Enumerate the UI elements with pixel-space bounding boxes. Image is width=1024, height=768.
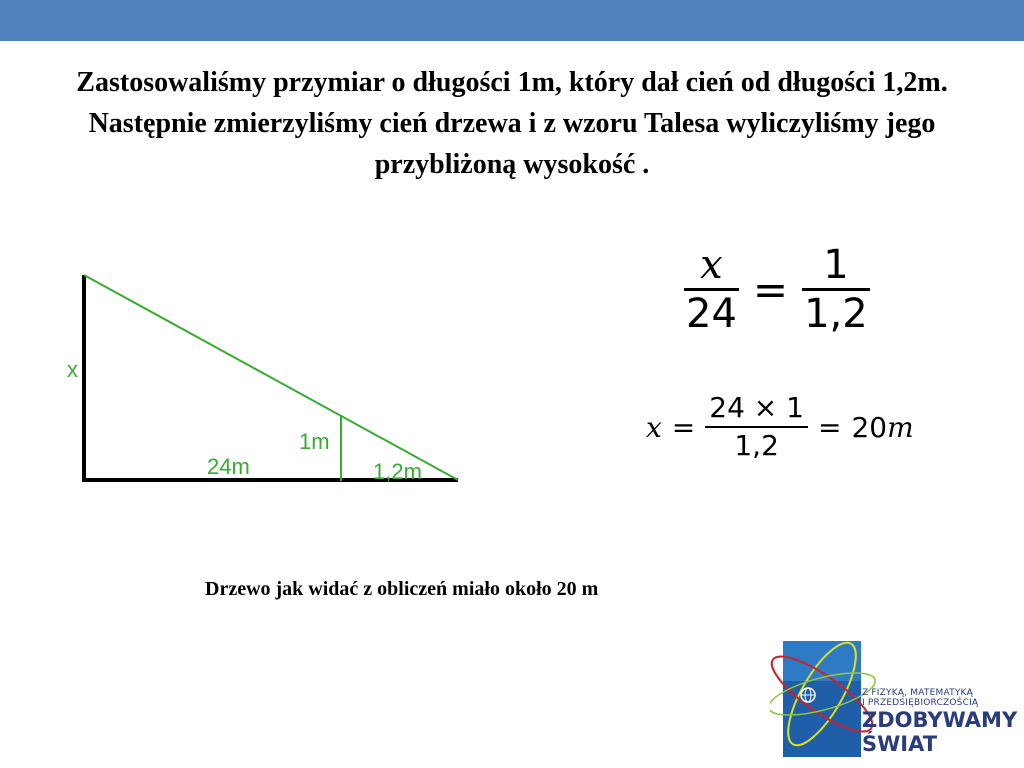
lhs-fraction [684,242,739,337]
intro-text: Zastosowaliśmy przymiar o długości 1m, który dał cień od długości 1,2m. Następnie zmierzyliśmy cień drzewa i z wzoru Talesa wyliczyliśmy jego przybliżoną wysokość . [76,67,948,180]
equals-sign-2: = [817,410,842,444]
lhs-denominator: 24 [686,291,737,337]
header-bar [0,0,1024,41]
solution-fraction [705,390,808,464]
conclusion-text: Drzewo jak widać z obliczeń miało około 20 m [205,578,599,600]
solution-unit: m [887,410,914,444]
rhs-denominator: 1,2 [804,291,868,337]
label-pole-shadow: 1,2m [373,459,422,484]
rhs-fraction [802,242,870,337]
rhs-numerator: 1 [823,242,849,288]
equals-sign: = [752,265,789,314]
hypotenuse [84,275,458,480]
equals-sign-1: = [671,410,696,444]
solution-variable: x [646,410,662,444]
proportion-formula [684,242,870,337]
solution-formula [646,390,914,464]
logo-title-2: ŚWIAT [862,732,938,756]
logo-tagline-2: I PRZEDSIĘBIORCZOŚCIĄ [862,698,979,708]
label-pole: 1m [299,429,330,454]
logo-title-1: ZDOBYWAMY [862,708,1018,732]
solution-denominator: 1,2 [734,429,779,462]
solution-numerator: 24 × 1 [709,391,804,424]
lhs-numerator: x [700,242,723,288]
label-tree-shadow: 24m [207,454,250,479]
logo-text [862,688,1017,756]
solution-result: 20 [851,410,888,444]
logo-tagline-1: Z FIZYKĄ, MATEMATYKĄ [862,688,973,698]
label-height: x [67,357,78,382]
triangle-diagram [55,265,475,495]
